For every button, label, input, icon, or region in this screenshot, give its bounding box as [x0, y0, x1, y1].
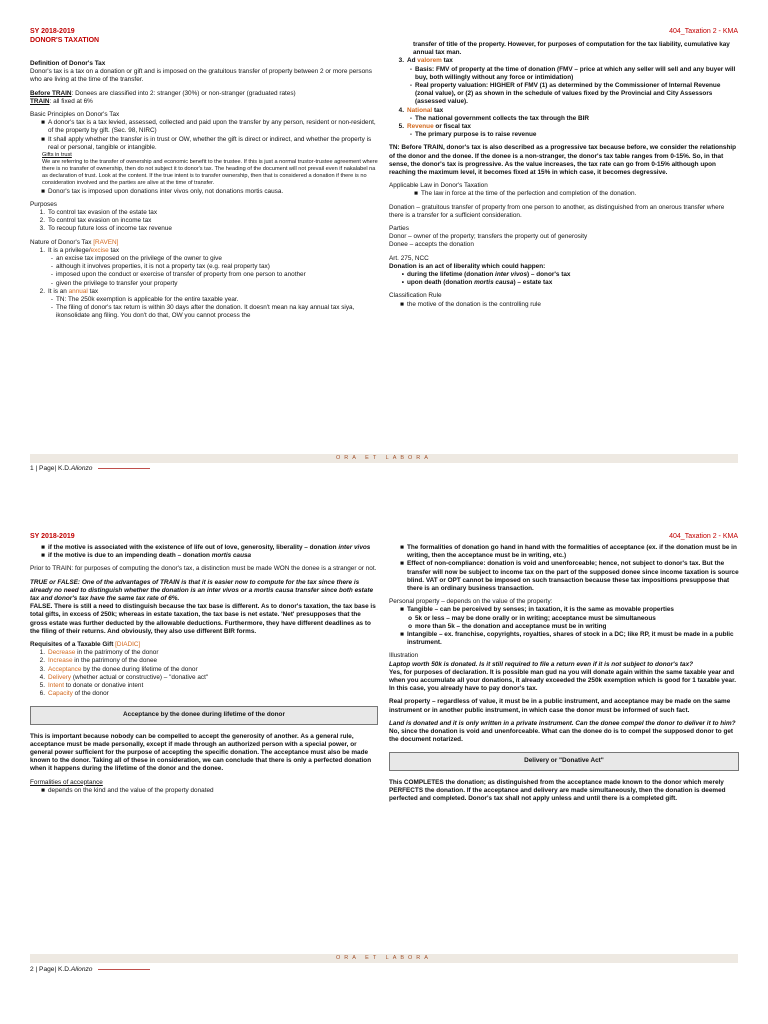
- footer-divider: [98, 969, 150, 970]
- author-name: Alionzo: [70, 966, 93, 973]
- header-left: [30, 28, 99, 45]
- list-item: ■ A donor's tax is a tax levied, assessed, collected and paid upon the transfer by any person, resident or non-resident, of the property by gift. (Sec. 98, NIRC): [41, 119, 376, 135]
- list-item: 6. Capacity of the donor: [39, 690, 109, 698]
- page-footer: 2 | Page| K.D.Alionzo: [30, 966, 150, 974]
- section-heading: Illustration: [389, 652, 419, 660]
- paragraph: Donor – owner of the property; transfers the property out of generosity: [389, 233, 588, 241]
- list-item: ■ Intangible – ex. franchise, copyrights, royalties, shares of stock in a DC; like RP, it must be made in a public instrument.: [400, 631, 734, 647]
- author-name: Alionzo: [70, 465, 93, 472]
- list-item: 1. To control tax evasion of the estate tax: [39, 208, 158, 216]
- section-heading: Purposes: [30, 200, 57, 208]
- section-heading: Applicable Law in Donor's Taxation: [389, 182, 488, 190]
- paragraph: Before TRAIN: Donees are classified into 2: stranger (30%) or non-stranger (graduated rates): [30, 89, 296, 97]
- list-item: 3. Ad valorem tax: [398, 57, 453, 65]
- document-title: DONOR'S TAXATION: [30, 36, 100, 44]
- list-item: ■ Donor's tax is imposed upon donations inter vivos only, not donations mortis causa.: [41, 187, 284, 195]
- section-heading: Parties: [389, 225, 409, 233]
- paragraph: transfer of title of the property. However, for purposes of computation for the tax liability, cumulative kay annual tax man.: [413, 41, 730, 57]
- question: Laptop worth 50k is donated. Is it still required to file a return even if it is not subject to donor's tax?: [389, 660, 694, 668]
- list-item: o more than 5k – the donation and acceptance must be in writing: [408, 622, 607, 630]
- section-heading: Personal property – depends on the value of the property:: [389, 598, 553, 606]
- list-item: ■ Effect of non-compliance: donation is void and unenforceable; hence, not subject to donor's tax. But the transfer will now be subject to income tax on the part of the supposed donee since income taxation is source blind. VAT or OPT cannot be imposed on such transaction because these tax impositions presuppose that there is an ordinary business transaction.: [400, 560, 739, 593]
- page-number: 2 | Page: [30, 966, 55, 973]
- course-code: 404_Taxation 2 - KMA: [669, 28, 738, 35]
- list-item: - TN: The 250k exemption is applicable for the entire taxable year.: [50, 295, 239, 303]
- section-heading: Art. 275, NCC: [389, 254, 429, 262]
- answer: No, since the donation is void and unenforceable. What can the donee do is to compel the supposed donor to get the document notarized.: [389, 728, 734, 744]
- list-item: 1. Decrease in the patrimony of the donor: [39, 649, 159, 657]
- list-item: • upon death (donation mortis causa) – estate tax: [401, 279, 553, 287]
- section-box-delivery: Delivery or "Donative Act": [389, 752, 739, 770]
- list-item: - given the privilege to transfer your property: [50, 279, 178, 287]
- page-2: [0, 512, 768, 1024]
- list-item: - The filing of donor's tax return is within 30 days after the donation. It doesn't mean na kay annual tax siya, ikonsolidate ang filing. You don't do that, OW you cannot process the: [50, 304, 355, 320]
- answer: Yes, for purposes of declaration. It is possible man gud na you will donate again within the same taxable year and when you accumulate all your donations, it already exceeded the 250k exemption which is good for 1 taxable year. In this case, you already have to pay donor's tax.: [389, 668, 736, 693]
- paragraph: Real property – regardless of value, it must be in a public instrument, and acceptance may be made on the same instrument or in another public instrument, in which case the donor must be informed of such fact.: [389, 698, 731, 714]
- page-number: 1 | Page: [30, 465, 55, 472]
- header-left: SY 2018-2019: [30, 533, 75, 540]
- page-2-right-column: [389, 544, 739, 944]
- list-item: ■ The law in force at the time of the perfection and completion of the donation.: [414, 190, 637, 198]
- list-item: - The national government collects the tax through the BIR: [409, 114, 589, 122]
- section-heading: Requisites of a Taxable Gift [DIADIC]: [30, 641, 141, 649]
- section-heading: Definition of Donor's Tax: [30, 60, 106, 67]
- paragraph: TRAIN: all fixed at 6%: [30, 97, 93, 105]
- paragraph: We are referring to the transfer of ownership and economic benefit to the trustee. If this is just a normal trustor-trustee agreement where there is no transfer of ownership, then do not subject it to donor's tax. The heading of the document will not prevail even if nakalabel na as declaration of trust. Look at the content. If the true intent is to transfer ownership, then that is considered a donation if there is no consideration involved and the parties are alive at the time of transfer.: [42, 159, 378, 187]
- list-item: 2. It is an annual tax: [39, 287, 99, 295]
- paragraph: Prior to TRAIN: for purposes of computing the donor's tax, a distinction must be made WON the donee is a stranger or not.: [30, 565, 377, 573]
- list-item: ■ depends on the kind and the value of the property donated: [41, 786, 214, 794]
- section-box-acceptance: Acceptance by the donee during lifetime of the donor: [30, 706, 378, 724]
- list-item: 3. Acceptance by the donee during lifetime of the donor: [39, 665, 198, 673]
- list-item: 3. To recoup future loss of income tax revenue: [39, 225, 172, 233]
- list-item: 5. Revenue or fiscal tax: [398, 123, 471, 131]
- list-item: 4. Delivery (whether actual or constructive) – "donative act": [39, 673, 209, 681]
- course-code: 404_Taxation 2 - KMA: [669, 533, 738, 540]
- paragraph: Donation – gratuitous transfer of property from one person to another, as distinguished from an onerous transfer where there is a transfer for a sufficient consideration.: [389, 203, 725, 219]
- list-item: 4. National tax: [398, 106, 444, 114]
- question: Land is donated and it is only written in a private instrument. Can the donee compel the donor to deliver it to him?: [389, 719, 736, 727]
- subheading: Gifts in trust: [42, 152, 72, 159]
- page-2-left-column: [30, 544, 378, 944]
- section-heading: Classification Rule: [389, 292, 442, 300]
- list-item: 2. To control tax evasion on income tax: [39, 217, 152, 225]
- page-footer: 1 | Page| K.D.Alionzo: [30, 465, 150, 473]
- section-heading: Basic Principles on Donor's Tax: [30, 111, 120, 119]
- list-item: ■ if the motive is due to an impending death – donation mortis causa: [41, 552, 252, 560]
- paragraph: TN: Before TRAIN, donor's tax is also described as a progressive tax because before, we consider the relationship of the donor and the donee. If the donee is a non-stranger, the donor's tax table ranges from 0-15%. So, in that sense, the donor's tax is progressive. As the value increases, the tax rate can go from 0-15% although upon reaching the maximum level, it becomes fixed at 15% in which case, it becomes degressive.: [389, 144, 737, 177]
- list-item: ■ the motive of the donation is the controlling rule: [400, 300, 541, 308]
- list-item: - Basis: FMV of property at the time of donation (FMV – price at which any seller will sell and any buyer will buy, both willingly without any force or intimidation): [409, 65, 736, 81]
- list-item: - imposed upon the conduct or exercise of transfer of property from one person to another: [50, 271, 306, 279]
- motto-bar: ORA ET LABORA: [30, 454, 738, 463]
- list-item: o 5k or less – may be done orally or in writing; acceptance must be simultaneous: [408, 614, 656, 622]
- list-item: - although it involves properties, it is not a property tax (e.g. real property tax): [50, 263, 270, 271]
- school-year: SY 2018-2019: [30, 28, 75, 35]
- paragraph: This is important because nobody can be compelled to accept the generosity of another. As a general rule, acceptance must be made personally, except if made through an authorized person with a special power, or general power sufficient for the purpose of accepting the specific donation. The acceptance must also be made known to the donor. Taking all of these in consideration, we can conclude that there is only a perfected donation when it happens during the lifetime of the donor and the donee.: [30, 732, 372, 773]
- paragraph: Donee – accepts the donation: [389, 241, 474, 249]
- list-item: ■ if the motive is associated with the existence of life out of love, generosity, liberality – donation inter vivos: [41, 544, 371, 551]
- paragraph: Donor's tax is a tax on a donation or gift and is imposed on the gratuitous transfer of property between 2 or more persons who are living at the time of the transfer.: [30, 68, 372, 84]
- answer: FALSE. There is still a need to distinguish because the tax base is different. As to donor's taxation, the tax base is total gifts, in excess of 250k; whereas in estate taxation, the tax base is net estate. 'Net' presupposes that the gross estate was further deducted by the allowable deductions. Furthermore, they have different deadlines as to the filing of their returns. And obviously, they also use different BIR forms.: [30, 603, 376, 635]
- list-item: - The primary purpose is to raise revenue: [409, 131, 537, 139]
- list-item: 2. Increase in the patrimony of the donee: [39, 657, 158, 665]
- list-item: - an excise tax imposed on the privilege of the owner to give: [50, 254, 222, 262]
- page-1-right-column: [389, 41, 739, 444]
- footer-divider: [98, 468, 150, 469]
- paragraph: Donation is an act of liberality which could happen:: [389, 262, 546, 270]
- page-1-left-column: [30, 60, 378, 444]
- list-item: ■ Tangible – can be perceived by senses; in taxation, it is the same as movable properties: [400, 606, 674, 614]
- motto-bar: ORA ET LABORA: [30, 954, 738, 963]
- list-item: ■ The formalities of donation go hand in hand with the formalities of acceptance (ex. if the donation must be in writing, then the acceptance must be in writing, etc.): [400, 544, 737, 560]
- question: TRUE or FALSE: One of the advantages of TRAIN is that it is easier now to compute for the tax since there is already no need to distinguish whether the donation is an inter vivos or a mortis causa transfer since both estate tax and donor's tax have the same tax rate of 6%.: [30, 578, 374, 603]
- paragraph: This COMPLETES the donation; as distinguished from the acceptance made known to the donor which merely PERFECTS the donation. If the acceptance and delivery are made simultaneously, then the donation is deemed perfected and completed. Donor's tax shall not apply unless and until there is a completed gift.: [389, 778, 726, 803]
- list-item: ■ It shall apply whether the transfer is in trust or OW, whether the gift is direct or indirect, and whether the property is real or personal, tangible or intangible.: [41, 135, 372, 151]
- list-item: - Real property valuation: HIGHER of FMV (1) as determined by the Commissioner of Internal Revenue (zonal value), or (2) as shown in the schedule of values fixed by the Provincial and City Assessors (assessed value).: [409, 82, 721, 106]
- section-heading: Nature of Donor's Tax [RAVEN]: [30, 238, 119, 246]
- list-item: 5. Intent to donate or donative intent: [39, 682, 144, 690]
- section-heading: Formalities of acceptance: [30, 778, 103, 786]
- list-item: 1. It is a privilege/excise tax: [39, 246, 120, 254]
- list-item: • during the lifetime (donation inter vivos) – donor's tax: [401, 271, 571, 279]
